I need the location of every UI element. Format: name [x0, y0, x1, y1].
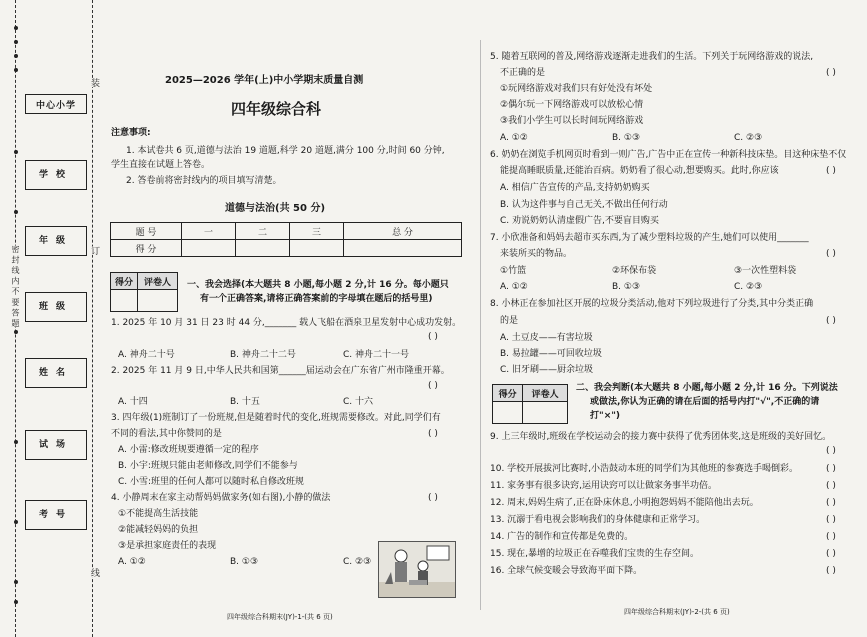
question-5: 5. 随着互联网的普及,网络游戏逐渐走进我们的生活。下列关于玩网络游戏的说法,	[490, 52, 814, 62]
answer-paren[interactable]: ( )	[826, 446, 836, 456]
question-5-cont: 不正确的是	[500, 68, 546, 78]
question-4: 4. 小静周末在家主动帮妈妈做家务(如右图),小静的做法	[111, 493, 331, 503]
note-2: 2. 答卷前将密封线内的项目填写清楚。	[126, 176, 282, 186]
seal-char-top: 装	[89, 78, 99, 87]
binding-strip	[0, 0, 104, 637]
field-school-center[interactable]	[25, 94, 87, 114]
subject-title: 四年级综合科	[231, 100, 322, 118]
judgment-16: 16. 全球气候变暖会导致海平面下降。	[490, 566, 643, 576]
judgment-14: 14. 广告的制作和宣传都是免费的。	[490, 532, 634, 542]
q1-option-b: B. 神舟二十二号	[230, 350, 296, 360]
judgment-12: 12. 周末,妈妈生病了,正在卧床休息,小明抱怨妈妈不能陪他出去玩。	[490, 498, 759, 508]
page-footer-right: 四年级综合科期末(JY)-2-(共 6 页)	[624, 608, 730, 616]
question-6: 6. 奶奶在浏览手机网页时看到一则广告,广告中正在宣传一种新科技床垫。目这种床垫不仅	[490, 150, 847, 160]
punch-hole-icon	[14, 520, 18, 524]
part2-instructions-end: 打"×")	[590, 411, 621, 421]
q2-option-a: A. 十四	[118, 397, 148, 407]
q7-option-b: B. ①③	[612, 282, 641, 292]
answer-paren[interactable]: ( )	[826, 464, 836, 474]
grader-box	[110, 272, 178, 312]
q3-option-c: C. 小雪:班里的任何人都可以随时私自修改班规	[118, 477, 305, 487]
q5-option-b: B. ①③	[612, 133, 641, 143]
punch-hole-icon	[14, 600, 18, 604]
answer-paren[interactable]: ( )	[826, 515, 836, 525]
grader-name-label: 评卷人	[523, 385, 568, 402]
q3-option-a: A. 小雷:修改班规要遵循一定的程序	[118, 445, 259, 455]
punch-hole-icon	[14, 330, 18, 334]
question-1: 1. 2025 年 10 月 31 日 23 时 44 分,_______ 载人飞船在酒泉卫星发射中心成功发射。	[111, 318, 462, 328]
field-label: 姓名	[38, 368, 73, 378]
answer-paren[interactable]: ( )	[826, 249, 836, 259]
q3-option-b: B. 小宇:班规只能由老师修改,同学们不能参与	[118, 461, 298, 471]
q1-option-c: C. 神舟二十一号	[343, 350, 410, 360]
note-1-cont: 学生直接在试题上答卷。	[111, 160, 211, 170]
answer-paren[interactable]: ( )	[826, 549, 836, 559]
q6-option-b: B. 认为这件事与自己无关,不做出任何行动	[500, 200, 668, 210]
field-exam-number[interactable]	[25, 500, 87, 530]
score-header-cell: 题 号	[111, 223, 182, 240]
answer-paren[interactable]: ( )	[826, 166, 836, 176]
question-3-cont: 不同的看法,其中你赞同的是	[111, 429, 222, 439]
field-label: 中心小学	[35, 101, 76, 111]
question-8-cont: 的是	[500, 316, 519, 326]
q4-option-a: A. ①②	[118, 557, 146, 567]
part2-instructions: 二、我会判断(本大题共 8 小题,每小题 2 分,计 16 分。下列说法	[576, 383, 838, 393]
answer-paren[interactable]: ( )	[826, 532, 836, 542]
question-2: 2. 2025 年 11 月 9 日,中华人民共和国第______届运动会在广东省广州市隆重开幕。	[111, 366, 450, 376]
field-label: 班级	[38, 302, 73, 312]
q7-item-2: ②环保布袋	[612, 266, 657, 276]
score-cell[interactable]	[182, 240, 236, 257]
answer-paren[interactable]: ( )	[826, 316, 836, 326]
q5-item-3: ③我们小学生可以长时间玩网络游戏	[500, 116, 644, 126]
grader-score-label: 得分	[111, 273, 138, 290]
judgment-11: 11. 家务事有很多诀窍,运用诀窍可以让做家务事半功倍。	[490, 481, 718, 491]
q5-item-2: ②偶尔玩一下网络游戏可以放松心情	[500, 100, 644, 110]
score-cell[interactable]	[344, 240, 462, 257]
part2-instructions-cont: 或做法,你认为正确的请在后面的括号内打"√",不正确的请	[590, 397, 820, 407]
answer-paren[interactable]: ( )	[428, 381, 438, 391]
q7-option-c: C. ②③	[734, 282, 763, 292]
q1-option-a: A. 神舟二十号	[118, 350, 175, 360]
q7-option-a: A. ①②	[500, 282, 528, 292]
answer-paren[interactable]: ( )	[428, 332, 438, 342]
field-school[interactable]	[25, 160, 87, 190]
question-8: 8. 小林正在参加社区开展的垃圾分类活动,他对下列垃圾进行了分类,其中分类正确	[490, 299, 814, 309]
field-label: 试场	[38, 440, 73, 450]
judgment-9: 9. 上三年级时,班级在学校运动会的接力赛中获得了优秀团体奖,这是班级的美好回忆。	[490, 432, 832, 442]
seal-char-bottom: 线	[89, 568, 99, 577]
judgment-13: 13. 沉溺于看电视会影响我们的身体健康和正常学习。	[490, 515, 706, 525]
q2-option-c: C. 十六	[343, 397, 374, 407]
seal-notice: 密 封 线 内 不 要 答 题	[11, 245, 20, 327]
punch-hole-icon	[14, 150, 18, 154]
part1-instructions: 一、我会选择(本大题共 8 小题,每小题 2 分,计 16 分。每小题只	[187, 280, 449, 290]
question-7-cont: 来装所买的物品。	[500, 249, 573, 259]
score-header-cell: 二	[236, 223, 290, 240]
field-class[interactable]	[25, 292, 87, 322]
q5-item-1: ①玩网络游戏对我们只有好处没有坏处	[500, 84, 653, 94]
score-header-cell: 一	[182, 223, 236, 240]
q8-option-a: A. 土豆皮——有害垃圾	[500, 333, 593, 343]
punch-hole-icon	[14, 68, 18, 72]
field-grade[interactable]	[25, 226, 87, 256]
score-table	[110, 222, 462, 257]
score-cell[interactable]	[236, 240, 290, 257]
punch-hole-icon	[14, 54, 18, 58]
section-title: 道德与法治(共 50 分)	[225, 203, 326, 214]
punch-hole-icon	[14, 440, 18, 444]
q6-option-a: A. 相信广告宣传的产品,支持奶奶购买	[500, 183, 650, 193]
field-label: 学校	[38, 170, 73, 180]
note-1: 1. 本试卷共 6 页,道德与法治 19 道题,科学 20 道题,满分 100 分,时间 60 分钟,	[126, 146, 445, 156]
q5-option-a: A. ①②	[500, 133, 528, 143]
answer-paren[interactable]: ( )	[826, 68, 836, 78]
q2-option-b: B. 十五	[230, 397, 260, 407]
answer-paren[interactable]: ( )	[428, 429, 438, 439]
page-divider	[480, 40, 481, 610]
q7-item-3: ③一次性塑料袋	[734, 266, 797, 276]
answer-paren[interactable]: ( )	[826, 566, 836, 576]
grader-name-label: 评卷人	[138, 273, 178, 290]
score-header-cell: 三	[290, 223, 344, 240]
q4-option-b: B. ①③	[230, 557, 259, 567]
answer-paren[interactable]: ( )	[826, 498, 836, 508]
q6-option-c: C. 劝说奶奶认清虚假广告,不要盲目购买	[500, 216, 659, 226]
grader-score-cell[interactable]	[111, 290, 138, 312]
score-cell[interactable]	[290, 240, 344, 257]
punch-hole-icon	[14, 580, 18, 584]
grader-name-cell[interactable]	[523, 402, 568, 424]
punch-hole-icon	[14, 210, 18, 214]
field-label: 年级	[38, 236, 73, 246]
judgment-10: 10. 学校开展拔河比赛时,小浩鼓动本班的同学们为其他班的参赛选手喝倒彩。	[490, 464, 799, 474]
seal-line	[92, 0, 93, 637]
answer-paren[interactable]: ( )	[826, 481, 836, 491]
exam-title: 2025—2026 学年(上)中小学期末质量自测	[165, 75, 364, 86]
family-chores-illustration	[378, 541, 456, 598]
q4-item-1: ①不能提高生活技能	[118, 509, 199, 519]
grader-score-label: 得分	[493, 385, 523, 402]
question-6-cont: 能提高睡眠质量,还能治百病。奶奶看了很心动,想要购买。此时,你应该	[500, 166, 779, 176]
question-7: 7. 小欣准备和妈妈去超市买东西,为了减少塑料垃圾的产生,她们可以使用_______	[490, 233, 809, 243]
part1-instructions-cont: 有一个正确答案,请将正确答案前的字母填在题后的括号里)	[200, 294, 433, 304]
score-row-label: 得 分	[111, 240, 182, 257]
q4-option-c: C. ②③	[343, 557, 372, 567]
score-header-cell: 总 分	[344, 223, 462, 240]
question-3: 3. 四年级(1)班制订了一份班规,但是随着时代的变化,班规需要修改。对此,同学们有	[111, 413, 441, 423]
q4-item-3: ③是承担家庭责任的表现	[118, 541, 217, 551]
q8-option-c: C. 旧牙刷——厨余垃圾	[500, 365, 594, 375]
grader-name-cell[interactable]	[138, 290, 178, 312]
notes-heading: 注意事项:	[111, 128, 151, 138]
judgment-15: 15. 现在,暴增的垃圾正在吞噬我们宝贵的生存空间。	[490, 549, 700, 559]
page-footer-left: 四年级综合科期末(JY)-1-(共 6 页)	[227, 613, 333, 621]
grader-box	[492, 384, 568, 424]
field-label: 考号	[38, 510, 73, 520]
q8-option-b: B. 易拉罐——可回收垃圾	[500, 349, 602, 359]
field-name[interactable]	[25, 358, 87, 388]
q7-item-1: ①竹篮	[500, 266, 527, 276]
q4-item-2: ②能减轻妈妈的负担	[118, 525, 199, 535]
punch-hole-icon	[14, 40, 18, 44]
field-exam-room[interactable]	[25, 430, 87, 460]
punch-hole-icon	[14, 26, 18, 30]
q5-option-c: C. ②③	[734, 133, 763, 143]
illustration-svg	[379, 542, 455, 597]
answer-paren[interactable]: ( )	[428, 493, 438, 503]
grader-score-cell[interactable]	[493, 402, 523, 424]
seal-char-mid: 订	[89, 246, 99, 255]
